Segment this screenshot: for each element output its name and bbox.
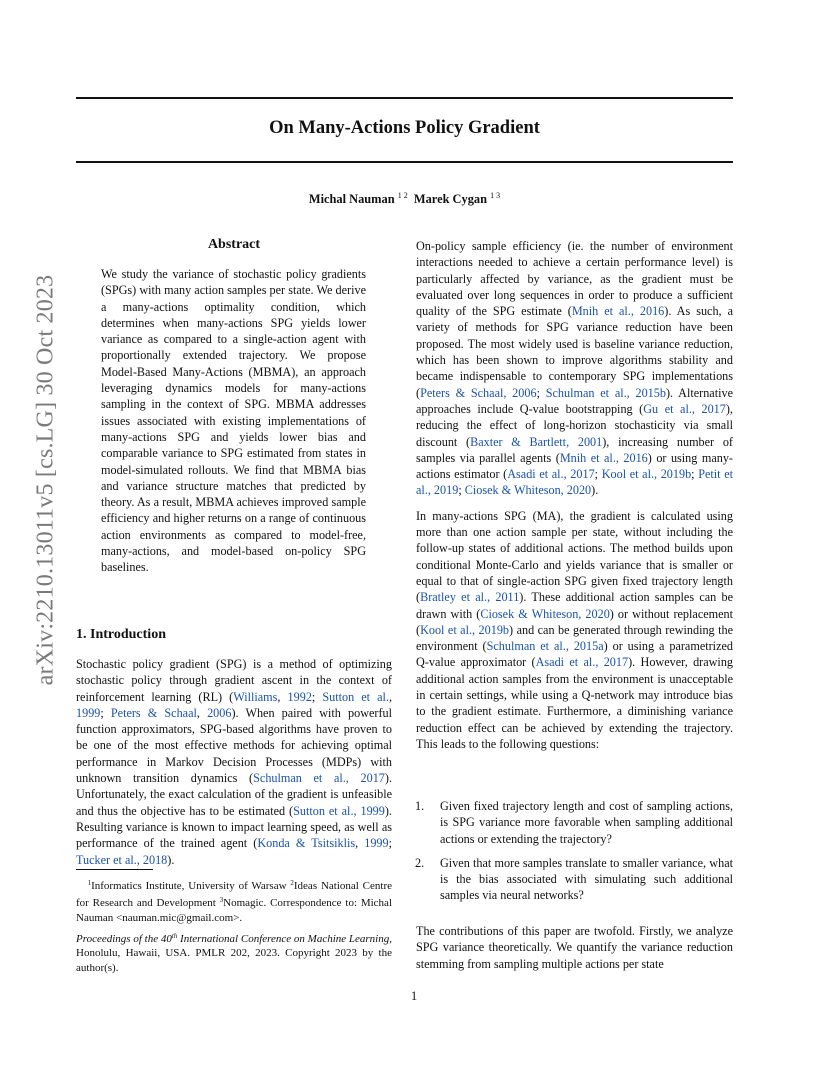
author-list xyxy=(76,191,733,207)
citation-link[interactable]: 1999 xyxy=(364,836,389,851)
author-affiliation: 1 2 xyxy=(397,191,408,200)
list-item: 1. Given fixed trajectory length and cost of sampling actions, is SPG variance more favorable when sampling additional actions or extending the trajectory? xyxy=(415,799,733,846)
citation-link[interactable]: Baxter & Bartlett, 2001 xyxy=(470,434,603,449)
citation-link[interactable]: Kool et al., 2019b xyxy=(601,467,692,482)
right-column-text xyxy=(416,238,733,752)
citation-link[interactable]: Bratley et al., 2011 xyxy=(420,590,520,605)
paragraph: In many-actions SPG (MA), the gradient is calculated using more than one action sample per state, without including the follow-up states of additional actions. The method builds upon conditional Monte-Carlo and yields variance that is smaller or equal to that of single-action SPG given fixed trajectory length (Bratley et al., 2011). These additional action samples can be drawn with (Ciosek & Whiteson, 2020) or without replacement (Kool et al., 2019b) and can be generated through rewinding the environment (Schulman et al., 2015a) or using a parametrized Q-value approximator (Asadi et al., 2017). However, drawing additional action samples from the environment is unacceptable in certain settings, while using a Q-network may introduce bias to the gradient estimate. Furthermore, a diminishing variance reduction effect can be achieved by extending the trajectory. This leads to the following questions: xyxy=(416,508,734,751)
citation-link[interactable]: Ciosek & Whiteson, 2020 xyxy=(464,483,592,498)
citation-link[interactable]: Schulman et al., 2015b xyxy=(545,385,666,400)
citation-link[interactable]: Asadi et al., 2017 xyxy=(535,655,629,670)
research-questions-list xyxy=(415,798,733,912)
citation-link[interactable]: Peters & Schaal xyxy=(110,705,197,720)
author-affiliation: 1 3 xyxy=(490,191,501,200)
abstract-text: We study the variance of stochastic policy gradients (SPGs) with many action samples per state. We derive a many-actions optimality condition, which determines when many-actions SPG yields lower variance as compared to a single-action agent with proportionally extended trajectory. We propose Model-Based Many-Actions (MBMA), an approach leveraging dynamics models for many-actions sampling in the context of SPG. MBMA addresses issues associated with existing implementations of many-actions SPG and yields lower bias and comparable variance to SPG estimated from states in model-simulated rollouts. We find that MBMA bias and variance structure matches that predicted by theory. As a result, MBMA achieves improved sample efficiency and higher returns on a range of continuous action environments as compared to model-free, many-actions, and model-based on-policy SPG baselines. xyxy=(101,267,366,575)
citation-link[interactable]: Schulman et al., 2015a xyxy=(486,639,604,654)
page-number: 1 xyxy=(410,989,418,1003)
citation-link[interactable]: Sutton et al., 1999 xyxy=(293,803,385,818)
citation-link[interactable]: 1992 xyxy=(287,689,312,704)
citation-link[interactable]: Tucker et al., 2018 xyxy=(76,852,168,867)
footnote-rule xyxy=(76,869,153,870)
citation-link[interactable]: Mnih et al., 2016 xyxy=(559,450,648,465)
author-name: Marek Cygan xyxy=(413,192,487,206)
citation-link[interactable]: Sutton et al. xyxy=(322,689,389,704)
title-rule-bottom xyxy=(76,161,733,163)
citation-link[interactable]: Konda & Tsitsiklis xyxy=(257,836,356,851)
citation-link[interactable]: Kool et al., 2019b xyxy=(420,622,510,637)
author-name: Michal Nauman xyxy=(308,192,395,206)
abstract-heading: Abstract xyxy=(207,237,261,252)
affiliation-footnote: $^1$Informatics Institute, University of Warsaw $^2$Ideas National Centre for Research and Development $^3$Nomagic. Correspondence to: Michal Nauman <nauman.mic@gmail.com>. xyxy=(76,879,393,924)
section-heading-introduction: 1. Introduction xyxy=(76,627,166,642)
proceedings-note: Proceedings of the 40th International Conference on Machine Learning, Honolulu, Hawaii, USA. PMLR 202, 2023. Copyright 2023 by the author(s). xyxy=(76,932,392,974)
contributions-paragraph: The contributions of this paper are twofold. Firstly, we analyze SPG variance theoretically. We quantify the variance reduction stemming from sampling multiple actions per state xyxy=(416,924,733,971)
arxiv-identifier: arXiv:2210.13011v5 [cs.LG] 30 Oct 2023 xyxy=(32,274,59,686)
paper-title: On Many-Actions Policy Gradient xyxy=(269,118,540,138)
citation-link[interactable]: Schulman et al., 2017 xyxy=(253,771,385,786)
list-item: 2. Given that more samples translate to smaller variance, what is the bias associated with simulating such additional samples via neural networks? xyxy=(415,855,733,903)
introduction-paragraph: Stochastic policy gradient (SPG) is a method of optimizing stochastic policy through gradient ascent in the context of reinforcement learning (RL) (Williams, 1992; Sutton et al., 1999; Peters & Schaal, 2006). When paired with powerful function approximators, SPG-based algorithms have proven to be one of the most effective methods for achieving optimal performance in Markov Decision Processes (MDPs) with unknown transition dynamics (Schulman et al., 2017). Unfortunately, the exact calculation of the gradient is unfeasible and thus the objective has to be estimated (Sutton et al., 1999). Resulting variance is known to impact learning speed, as well as performance of the trained agent (Konda & Tsitsiklis, 1999; Tucker et al., 2018). xyxy=(76,657,393,867)
citation-link[interactable]: 1999 xyxy=(76,705,101,720)
citation-link[interactable]: Williams xyxy=(233,689,278,704)
title-rule-top xyxy=(76,97,733,99)
citation-link[interactable]: Petit et al., 2019 xyxy=(416,467,733,498)
citation-link[interactable]: 2006 xyxy=(207,705,232,720)
citation-link[interactable]: Mnih et al., 2016 xyxy=(571,304,665,319)
citation-link[interactable]: Gu et al., 2017 xyxy=(643,401,726,416)
citation-link[interactable]: Asadi et al., 2017 xyxy=(507,467,595,482)
citation-link[interactable]: Ciosek & Whiteson, 2020 xyxy=(480,606,610,621)
citation-link[interactable]: Peters & Schaal, 2006 xyxy=(420,385,537,400)
paragraph: On-policy sample efficiency (ie. the number of environment interactions needed to achieve a certain performance level) is particularly affected by variance, as the gradient must be evaluated over long sequences in order to produce a sufficient quality of the SPG estimate (Mnih et al., 2016). As such, a variety of methods for SPG variance reduction have been proposed. The most widely used is baseline variance reduction, which has been shown to improve algorithms stability and became indispensable to contemporary SPG implementations (Peters & Schaal, 2006; Schulman et al., 2015b). Alternative approaches include Q-value bootstrapping (Gu et al., 2017), reducing the effect of long-horizon stochasticity via small discount (Baxter & Bartlett, 2001), increasing number of samples via parallel agents (Mnih et al., 2016) or using many-actions estimator (Asadi et al., 2017; Kool et al., 2019b; Petit et al., 2019; Ciosek & Whiteson, 2020). xyxy=(416,239,733,498)
